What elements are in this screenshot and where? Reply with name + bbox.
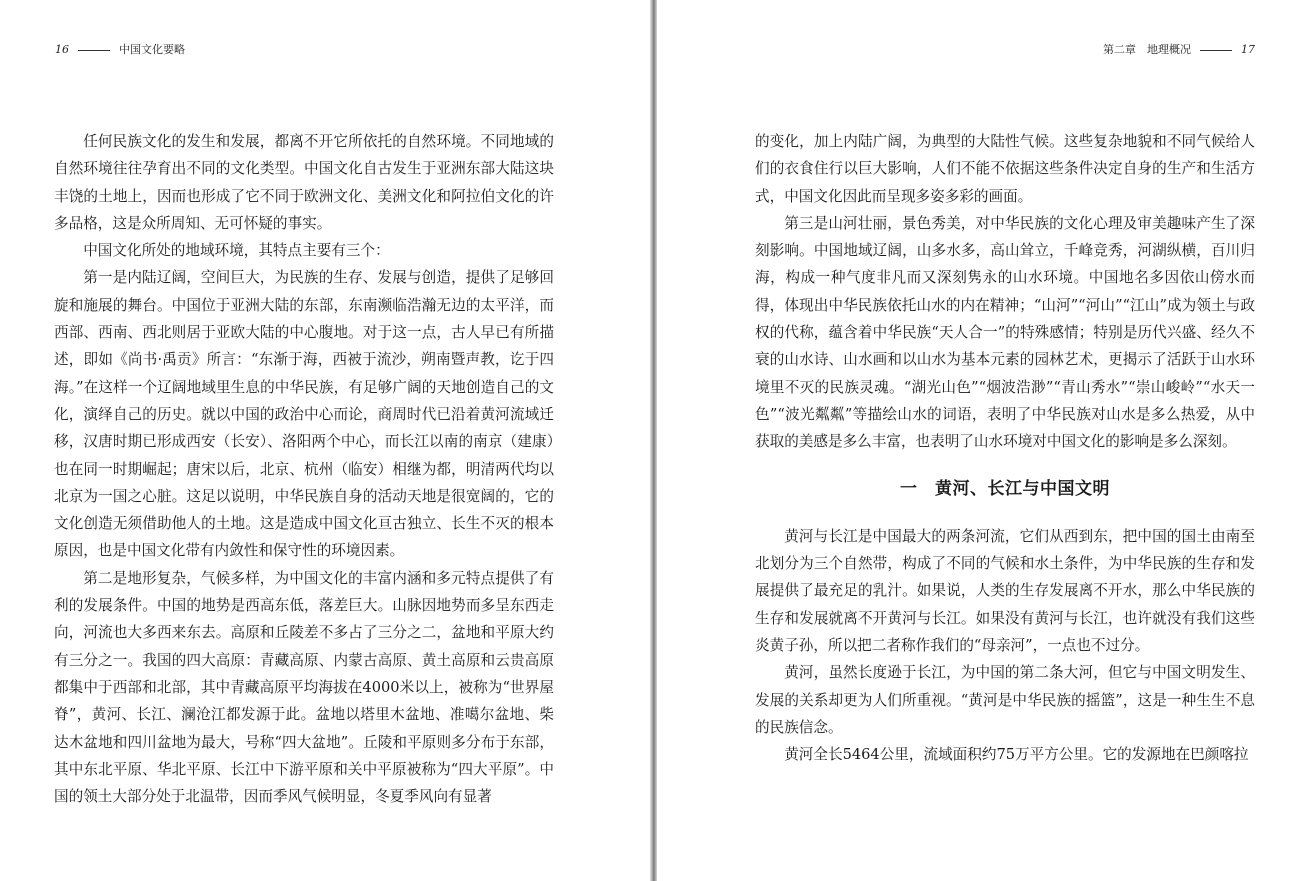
section-heading: 一 黄河、长江与中国文明 <box>900 478 1110 499</box>
book-title: 中国文化要略 <box>119 43 185 56</box>
left-body-text <box>54 128 554 810</box>
header-rule <box>1200 50 1232 51</box>
paragraph: 中国文化所处的地域环境，其特点主要有三个： <box>83 242 390 260</box>
paragraph: 的变化，加上内陆广阔，为典型的大陆性气候。这些复杂地貌和不同气候给人们的衣食住行以巨大影响，人们不能不依据这些条件决定自身的生产和生活方式，中国文化因此而呈现多姿多彩的画面。 <box>755 133 1255 205</box>
right-running-head <box>1103 42 1255 58</box>
left-page-number: 16 <box>55 43 69 56</box>
paragraph: 第一是内陆辽阔，空间巨大，为民族的生存、发展与创造，提供了足够回旋和施展的舞台。中国位于亚洲大陆的东部，东南濒临浩瀚无边的太平洋，而西部、西南、西北则居于亚欧大陆的中心腹地。对于这一点，古人早已有所描述，即如《尚书·禹贡》所言：“东渐于海，西被于流沙，朔南暨声教，讫于四海。”在这样一个辽阔地域里生息的中华民族，有足够广阔的天地创造自己的文化，演绎自己的历史。就以中国的政治中心而论，商周时代已沿着黄河流域迁移，汉唐时期已形成西安（长安）、洛阳两个中心，而长江以南的南京（建康）也在同一时期崛起；唐宋以后，北京、杭州（临安）相继为都，明清两代均以北京为一国之心脏。这足以说明，中华民族自身的活动天地是很宽阔的，它的文化创造无须借助他人的土地。这是造成中国文化亘古独立、长生不灭的根本原因，也是中国文化带有内敛性和保守性的环境因素。 <box>54 269 554 560</box>
left-running-head <box>55 42 185 58</box>
paragraph: 黄河与长江是中国最大的两条河流，它们从西到东，把中国的国土由南至北划分为三个自然带，构成了不同的气候和水土条件，为中华民族的生存和发展提供了最充足的乳汁。如果说，人类的生存发展离不开水，那么中华民族的生存和发展就离不开黄河与长江。如果没有黄河与长江，也许就没有我们这些炎黄子孙，所以把二者称作我们的“母亲河”，一点也不过分。 <box>755 527 1255 655</box>
left-page <box>0 0 650 881</box>
paragraph: 任何民族文化的发生和发展，都离不开它所依托的自然环境。不同地域的自然环境往往孕育出不同的文化类型。中国文化自古发生于亚洲东部大陆这块丰饶的土地上，因而也形成了它不同于欧洲文化、美洲文化和阿拉伯文化的许多品格，这是众所周知、无可怀疑的事实。 <box>54 133 554 232</box>
paragraph: 黄河全长5464公里，流域面积约75万平方公里。它的发源地在巴颜喀拉 <box>784 746 1249 764</box>
header-rule <box>78 50 110 51</box>
paragraph: 黄河，虽然长度逊于长江，为中国的第二条大河，但它与中国文明发生、发展的关系却更为人们所重视。“黄河是中华民族的摇篮”，这是一种生生不息的民族信念。 <box>755 664 1255 736</box>
paragraph: 第三是山河壮丽，景色秀美，对中华民族的文化心理及审美趣味产生了深刻影响。中国地域辽阔，山多水多，高山耸立，千峰竞秀，河湖纵横，百川归海，构成一种气度非凡而又深刻隽永的山水环境。中国地名多因依山傍水而得，体现出中华民族依托山水的内在精神；“山河”“河山”“江山”成为领土与政权的代称，蕴含着中华民族“天人合一”的特殊感情；特别是历代兴盛、经久不衰的山水诗、山水画和以山水为基本元素的园林艺术，更揭示了活跃于山水环境里不灭的民族灵魂。“湖光山色”“烟波浩渺”“青山秀水”“崇山峻岭”“水天一色”“波光粼粼”等描绘山水的词语，表明了中华民族对山水是多么热爱，从中获取的美感是多么丰富，也表明了山水环境对中国文化的影响是多么深刻。 <box>755 214 1255 451</box>
paragraph: 第二是地形复杂，气候多样，为中国文化的丰富内涵和多元特点提供了有利的发展条件。中国的地势是西高东低，落差巨大。山脉因地势而多呈东西走向，河流也大多西来东去。高原和丘陵差不多占了三分之二，盆地和平原大约有三分之一。我国的四大高原：青藏高原、内蒙古高原、黄土高原和云贵高原都集中于西部和北部，其中青藏高原平均海拔在4000米以上，被称为“世界屋脊”，黄河、长江、澜沧江都发源于此。盆地以塔里木盆地、准噶尔盆地、柴达木盆地和四川盆地为最大，号称“四大盆地”。丘陵和平原则多分布于东部，其中东北平原、华北平原、长江中下游平原和关中平原被称为“四大平原”。中国的领土大部分处于北温带，因而季风气候明显，冬夏季风向有显著 <box>54 569 554 806</box>
right-page <box>657 0 1308 881</box>
right-body-text <box>755 128 1255 769</box>
book-spine <box>650 0 657 881</box>
chapter-title: 第二章 地理概况 <box>1103 43 1191 56</box>
right-page-number: 17 <box>1241 43 1255 56</box>
